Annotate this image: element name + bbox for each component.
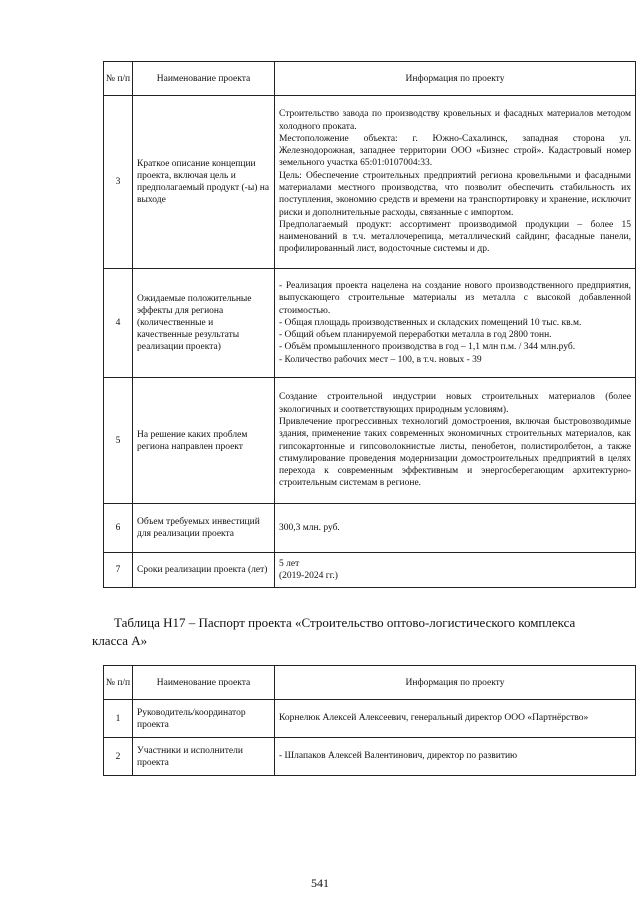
info-paragraph: Строительство завода по производству кровельных и фасадных материалов методом холодного проката. <box>279 109 631 132</box>
header-num: № п/п <box>104 62 133 96</box>
table-caption-continued: класса А» <box>92 633 148 648</box>
row-info <box>275 553 636 588</box>
table-caption: Таблица Н17 – Паспорт проекта «Строительство оптово-логистического комплекса <box>114 615 576 630</box>
row-num: 1 <box>104 700 133 738</box>
info-paragraph: Цель: Обеспечение строительных предприятий региона кровельными и фасадными материалами местного производства, что позволит обеспечить стабильность их поступления, экономию средств и времени на транспортировку и хранение, исключит риски и дополнительные расходы, связанные с импортом. <box>279 170 631 218</box>
page-number: 541 <box>311 876 329 890</box>
row-name: Краткое описание концепции проекта, включая цель и предполагаемый продукт (-ы) на выходе <box>133 96 275 269</box>
row-num: 4 <box>104 269 133 378</box>
row-name: Ожидаемые положительные эффекты для региона (количественные и качественные результаты реализации проекта) <box>133 269 275 378</box>
table-row <box>104 96 636 269</box>
header-name: Наименование проекта <box>133 62 275 96</box>
info-paragraph: 5 лет <box>279 558 300 569</box>
table-row <box>104 269 636 378</box>
row-name: Руководитель/координатор проекта <box>133 700 275 738</box>
row-info <box>275 96 636 269</box>
table-row <box>104 504 636 553</box>
info-paragraph: - Количество рабочих мест – 100, в т.ч. новых - 39 <box>279 354 482 365</box>
header-num: № п/п <box>104 666 133 700</box>
table-row <box>104 700 636 738</box>
info-paragraph: - Реализация проекта нацелена на создание нового производственного предприятия, выпускающего строительные материалы из металла с высокой добавленной стоимостью. <box>279 280 631 316</box>
row-name: Объем требуемых инвестиций для реализации проекта <box>133 504 275 553</box>
row-num: 3 <box>104 96 133 269</box>
header-info: Информация по проекту <box>275 666 636 700</box>
project-passport-table <box>103 665 636 776</box>
header-name: Наименование проекта <box>133 666 275 700</box>
header-info: Информация по проекту <box>275 62 636 96</box>
info-paragraph: (2019-2024 гг.) <box>279 571 338 581</box>
row-num: 6 <box>104 504 133 553</box>
row-info: - Шлапаков Алексей Валентинович, директор по развитию <box>275 738 636 776</box>
row-num: 5 <box>104 378 133 504</box>
row-num: 2 <box>104 738 133 776</box>
row-num: 7 <box>104 553 133 588</box>
row-info <box>275 504 636 553</box>
info-paragraph: Создание строительной индустрии новых строительных материалов (более экологичных и соответствующих природным условиям). <box>279 392 631 415</box>
table-header-row <box>104 666 636 700</box>
table-row <box>104 553 636 588</box>
row-info <box>275 269 636 378</box>
table-header-row <box>104 62 636 96</box>
info-paragraph: Предполагаемый продукт: ассортимент производимой продукции – более 15 наименований в т.ч. металлочерепица, металлический сайдинг, фасадные панели, профилированный лист, водосточные системы и др. <box>279 219 631 255</box>
row-name: Сроки реализации проекта (лет) <box>133 553 275 588</box>
info-paragraph: Местоположение объекта: г. Южно-Сахалинск, западная сторона ул. Железнодорожная, западнее территории ООО «Бизнес строй». Кадастровый номер земельного участка 65:01:0107004:33. <box>279 133 631 169</box>
info-paragraph: - Объём промышленного производства в год – 1,1 млн п.м. / 344 млн.руб. <box>279 342 576 353</box>
table-row <box>104 378 636 504</box>
row-name: Участники и исполнители проекта <box>133 738 275 776</box>
info-paragraph: - Общий объем планируемой переработки металла в год 2800 тонн. <box>279 330 552 341</box>
info-paragraph: 300,3 млн. руб. <box>279 522 340 533</box>
row-info: Корнелюк Алексей Алексеевич, генеральный директор ООО «Партнёрство» <box>275 700 636 738</box>
info-paragraph: Привлечение прогрессивных технологий домостроения, включая быстровозводимые здания, применение таких современных экономичных строительных материалов, как гипсокартонные и гипсоволокнистые листы, пенобетон, полистиролбетон, а также стимулирование проведения модернизации домостроительных предприятий в целях перехода к современным эффективным и энергосберегающим архитектурно-строительным системам в регионе. <box>279 416 631 489</box>
info-paragraph: - Общая площадь производственных и складских помещений 10 тыс. кв.м. <box>279 317 582 328</box>
row-info <box>275 378 636 504</box>
row-name: На решение каких проблем региона направлен проект <box>133 378 275 504</box>
table-row <box>104 738 636 776</box>
project-table-continued <box>103 61 636 588</box>
